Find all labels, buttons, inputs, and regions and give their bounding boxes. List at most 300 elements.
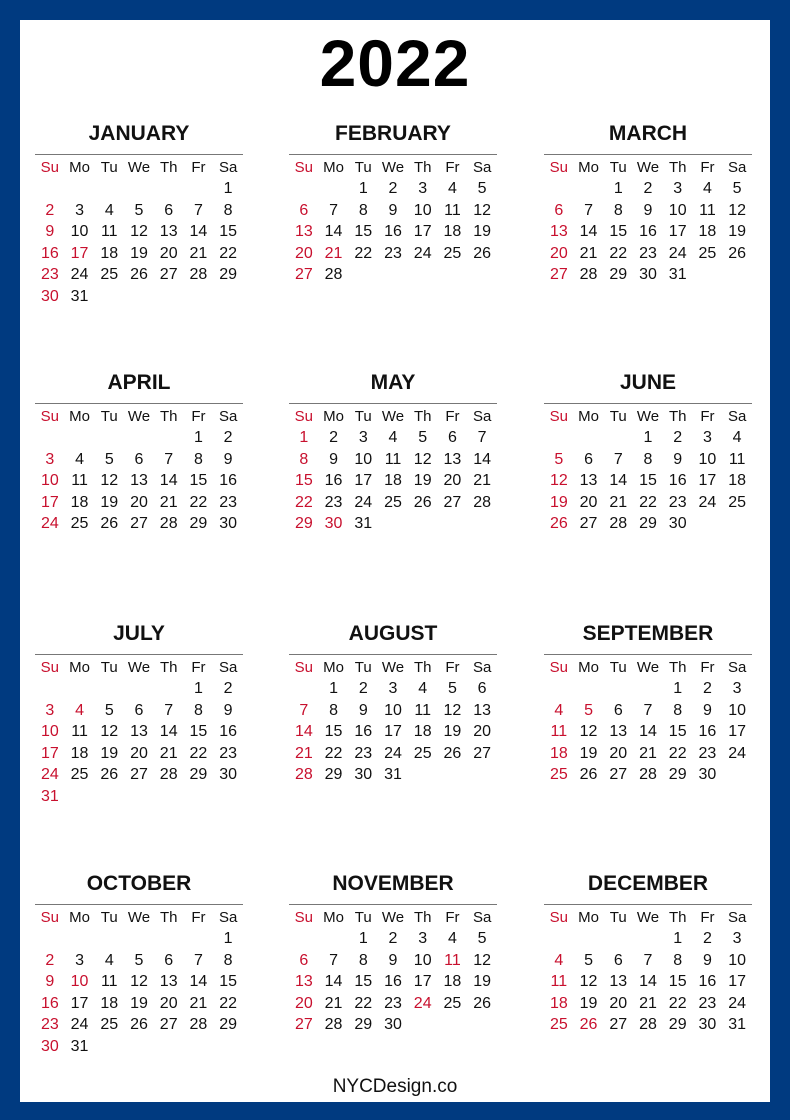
empty-cell (289, 678, 319, 700)
day-cell: 21 (609, 493, 628, 511)
day-cell: 14 (189, 223, 208, 240)
day-cell: 28 (189, 266, 208, 283)
day-cell: 16 (698, 723, 717, 740)
weekday-label: We (381, 408, 405, 425)
day-cell: 16 (219, 472, 238, 489)
day-cell: 28 (324, 266, 343, 283)
week-row (35, 470, 243, 492)
weekday-label: Fr (191, 408, 206, 425)
empty-cell (65, 678, 95, 700)
day-cell: 17 (70, 994, 89, 1012)
weekday-header (289, 908, 497, 928)
day-cell: 28 (639, 1016, 657, 1033)
day-cell: 27 (443, 493, 462, 511)
day-cell: 26 (100, 515, 119, 532)
day-cell: 30 (219, 515, 238, 532)
week-row (289, 178, 497, 200)
day-cell: 24 (728, 994, 747, 1012)
weekday-label: Sa (472, 159, 492, 176)
week-row (544, 492, 752, 514)
day-cell: 26 (443, 744, 462, 762)
day-cell: 15 (639, 472, 657, 489)
empty-cell (544, 678, 574, 700)
day-cell: 23 (219, 493, 238, 511)
day-cell: 25 (100, 266, 119, 283)
day-cell: 14 (294, 723, 313, 740)
day-cell: 8 (358, 951, 368, 969)
day-cell: 21 (324, 244, 343, 262)
day-cell: 17 (70, 244, 89, 262)
day-cell: 31 (70, 287, 89, 305)
day-cell: 27 (130, 766, 148, 783)
weekday-header (289, 658, 497, 678)
day-cell: 12 (130, 223, 148, 240)
empty-cell (544, 178, 574, 200)
day-cell: 1 (193, 680, 203, 697)
day-cell: 22 (294, 493, 313, 511)
week-row (289, 721, 497, 743)
weekday-label: Fr (700, 159, 715, 176)
day-cell: 21 (159, 744, 178, 762)
divider (35, 904, 243, 905)
day-cell: 7 (164, 450, 174, 468)
empty-cell (124, 286, 154, 308)
week-row (35, 243, 243, 265)
empty-cell (603, 928, 633, 950)
weekday-label: Mo (69, 659, 90, 676)
week-row (35, 286, 243, 308)
weekday-label: Fr (445, 408, 460, 425)
day-cell: 11 (100, 223, 118, 240)
day-cell: 30 (324, 515, 343, 532)
day-cell: 12 (443, 701, 462, 719)
day-cell: 29 (219, 266, 238, 283)
day-cell: 27 (473, 744, 492, 762)
weekday-header (544, 908, 752, 928)
empty-cell (184, 786, 214, 808)
week-row (289, 764, 497, 786)
day-cell: 22 (609, 244, 628, 262)
day-cell: 6 (554, 201, 564, 219)
day-cell: 14 (609, 472, 628, 489)
day-cell: 27 (609, 766, 628, 783)
calendar-page (20, 20, 770, 1102)
week-row (544, 721, 752, 743)
week-row (289, 243, 497, 265)
day-cell: 18 (413, 723, 432, 740)
day-cell: 25 (70, 766, 89, 783)
day-cell: 19 (443, 723, 462, 740)
empty-cell (35, 178, 65, 200)
day-cell: 30 (698, 1016, 717, 1033)
month-name: JUNE (619, 371, 677, 394)
day-cell: 16 (40, 994, 59, 1012)
day-cell: 15 (294, 472, 313, 489)
empty-cell (65, 928, 95, 950)
day-cell: 12 (473, 951, 492, 969)
day-cell: 1 (613, 180, 623, 197)
weekday-label: Tu (354, 159, 372, 176)
day-cell: 19 (473, 973, 492, 990)
day-cell: 23 (639, 244, 657, 262)
day-cell: 18 (100, 994, 119, 1012)
day-cell: 25 (549, 1016, 568, 1033)
day-cell: 18 (698, 223, 717, 240)
weekday-label: Su (294, 159, 314, 176)
empty-cell (35, 928, 65, 950)
day-cell: 9 (673, 450, 683, 468)
day-cell: 20 (159, 244, 178, 262)
weekday-label: Sa (727, 659, 747, 676)
day-cell: 1 (358, 180, 368, 197)
weekday-label: We (636, 159, 660, 176)
day-cell: 20 (549, 244, 568, 262)
empty-cell (65, 178, 95, 200)
day-cell: 29 (219, 1016, 238, 1033)
empty-cell (184, 1036, 214, 1058)
day-cell: 12 (579, 973, 598, 990)
weekday-label: Fr (700, 909, 715, 926)
divider (289, 904, 497, 905)
month-name: APRIL (107, 371, 171, 394)
day-cell: 12 (473, 201, 492, 219)
day-cell: 16 (40, 244, 59, 262)
day-cell: 8 (643, 450, 653, 468)
day-cell: 4 (104, 951, 114, 969)
day-cell: 5 (584, 951, 594, 969)
day-cell: 12 (413, 450, 432, 468)
weekday-label: Su (549, 909, 569, 926)
empty-cell (603, 678, 633, 700)
day-cell: 26 (549, 515, 568, 532)
day-cell: 24 (70, 1016, 89, 1033)
weekday-label: Fr (700, 659, 715, 676)
day-cell: 26 (473, 244, 492, 262)
day-cell: 11 (550, 973, 568, 990)
day-cell: 24 (413, 994, 432, 1012)
day-cell: 11 (444, 201, 461, 219)
day-cell: 22 (639, 493, 657, 511)
day-cell: 7 (643, 701, 653, 719)
day-cell: 12 (579, 723, 598, 740)
week-row (289, 492, 497, 514)
week-row (35, 1036, 243, 1058)
day-cell: 17 (40, 744, 59, 762)
week-row (35, 427, 243, 449)
week-row (35, 764, 243, 786)
empty-cell (722, 764, 752, 786)
day-cell: 19 (100, 493, 119, 511)
day-cell: 6 (299, 951, 309, 969)
weekday-label: Sa (727, 159, 747, 176)
day-cell: 22 (189, 744, 208, 762)
week-row (35, 950, 243, 972)
weekday-label: Su (40, 909, 60, 926)
empty-cell (154, 678, 184, 700)
day-cell: 12 (728, 201, 747, 219)
day-cell: 4 (447, 930, 457, 947)
day-cell: 22 (219, 994, 238, 1012)
day-cell: 10 (70, 973, 89, 990)
empty-cell (722, 264, 752, 286)
day-cell: 5 (584, 701, 594, 719)
month-name: DECEMBER (587, 872, 709, 895)
day-cell: 23 (40, 1016, 59, 1033)
day-cell: 14 (159, 723, 178, 740)
day-cell: 17 (384, 723, 402, 740)
day-cell: 16 (324, 472, 343, 489)
day-cell: 23 (698, 744, 717, 762)
day-cell: 27 (159, 266, 178, 283)
week-row (289, 200, 497, 222)
empty-cell (94, 286, 124, 308)
day-cell: 16 (698, 973, 717, 990)
day-cell: 2 (643, 180, 653, 197)
week-row (544, 243, 752, 265)
day-cell: 13 (473, 701, 492, 719)
day-cell: 3 (418, 930, 428, 947)
day-cell: 21 (159, 493, 178, 511)
day-cell: 20 (130, 744, 148, 762)
week-row (544, 178, 752, 200)
day-cell: 18 (549, 744, 568, 762)
day-cell: 31 (668, 266, 687, 283)
weekday-label: Tu (100, 159, 118, 176)
empty-cell (154, 786, 184, 808)
day-cell: 15 (324, 723, 343, 740)
day-cell: 27 (294, 266, 313, 283)
day-cell: 18 (443, 223, 462, 240)
day-cell: 14 (159, 472, 178, 489)
day-cell: 17 (728, 973, 747, 990)
empty-cell (124, 427, 154, 449)
weekday-label: Th (413, 408, 432, 425)
day-cell: 12 (549, 472, 568, 489)
day-cell: 19 (579, 994, 598, 1012)
week-row (35, 1014, 243, 1036)
month-may (289, 369, 497, 535)
weekday-label: Mo (323, 909, 344, 926)
month-december (544, 870, 752, 1036)
day-cell: 26 (579, 1016, 598, 1033)
day-cell: 28 (609, 515, 628, 532)
day-cell: 10 (413, 201, 432, 219)
day-cell: 1 (193, 429, 203, 446)
week-row (289, 743, 497, 765)
empty-cell (213, 1036, 243, 1058)
empty-cell (154, 928, 184, 950)
weekday-header (35, 158, 243, 178)
day-cell: 3 (732, 680, 742, 697)
weekday-header (289, 407, 497, 427)
week-row (289, 470, 497, 492)
day-cell: 26 (130, 266, 148, 283)
day-cell: 24 (668, 244, 687, 262)
empty-cell (438, 764, 468, 786)
week-row (35, 743, 243, 765)
day-cell: 27 (549, 266, 568, 283)
day-cell: 15 (219, 223, 238, 240)
day-cell: 23 (219, 744, 238, 762)
day-cell: 10 (728, 701, 747, 719)
day-cell: 4 (732, 429, 742, 446)
day-cell: 24 (384, 744, 402, 762)
day-cell: 2 (45, 951, 55, 969)
week-row (544, 513, 752, 535)
footer-credit: NYCDesign.co (332, 1076, 458, 1097)
empty-cell (154, 1036, 184, 1058)
day-cell: 10 (70, 223, 89, 240)
empty-cell (408, 1014, 438, 1036)
day-cell: 23 (384, 244, 402, 262)
weekday-label: Mo (323, 159, 344, 176)
day-cell: 24 (40, 766, 59, 783)
weekday-label: Th (413, 159, 432, 176)
weekday-label: We (127, 909, 151, 926)
week-row (35, 971, 243, 993)
day-cell: 17 (698, 472, 717, 489)
week-row (289, 221, 497, 243)
day-cell: 27 (159, 1016, 178, 1033)
day-cell: 12 (130, 973, 148, 990)
day-cell: 25 (443, 244, 462, 262)
weekday-label: Su (549, 659, 569, 676)
empty-cell (124, 1036, 154, 1058)
day-cell: 27 (579, 515, 598, 532)
weekday-label: Fr (445, 659, 460, 676)
day-cell: 14 (639, 973, 657, 990)
weekday-label: Th (159, 909, 178, 926)
empty-cell (154, 178, 184, 200)
empty-cell (124, 928, 154, 950)
empty-cell (438, 264, 468, 286)
week-row (289, 993, 497, 1015)
day-cell: 10 (40, 723, 59, 740)
day-cell: 29 (294, 515, 313, 532)
day-cell: 23 (324, 493, 343, 511)
week-row (35, 678, 243, 700)
day-cell: 8 (193, 701, 203, 719)
day-cell: 9 (358, 701, 368, 719)
day-cell: 15 (189, 472, 208, 489)
divider (289, 403, 497, 404)
week-row (544, 1014, 752, 1036)
empty-cell (574, 678, 604, 700)
week-row (544, 470, 752, 492)
day-cell: 1 (673, 680, 683, 697)
empty-cell (544, 928, 574, 950)
month-september (544, 620, 752, 786)
day-cell: 19 (130, 994, 148, 1012)
day-cell: 2 (673, 429, 683, 446)
day-cell: 6 (164, 951, 174, 969)
day-cell: 12 (100, 472, 119, 489)
weekday-label: Th (668, 159, 687, 176)
empty-cell (94, 1036, 124, 1058)
day-cell: 24 (354, 493, 373, 511)
day-cell: 7 (329, 951, 339, 969)
week-row (544, 993, 752, 1015)
empty-cell (184, 928, 214, 950)
weekday-label: Th (413, 909, 432, 926)
day-cell: 4 (388, 429, 398, 446)
day-cell: 21 (189, 994, 208, 1012)
day-cell: 11 (728, 450, 746, 468)
day-cell: 3 (75, 201, 85, 219)
day-cell: 13 (579, 472, 598, 489)
empty-cell (633, 678, 663, 700)
day-cell: 30 (384, 1016, 402, 1033)
week-row (35, 721, 243, 743)
weekday-label: We (636, 659, 660, 676)
week-row (289, 950, 497, 972)
empty-cell (467, 1014, 497, 1036)
week-row (544, 449, 752, 471)
day-cell: 17 (413, 973, 432, 990)
day-cell: 10 (384, 701, 402, 719)
day-cell: 11 (414, 701, 431, 719)
day-cell: 20 (159, 994, 178, 1012)
day-cell: 16 (384, 973, 402, 990)
day-cell: 5 (134, 201, 144, 219)
day-cell: 19 (100, 744, 119, 762)
day-cell: 6 (584, 450, 594, 468)
day-cell: 30 (668, 515, 687, 532)
day-cell: 1 (329, 680, 339, 697)
day-cell: 28 (159, 766, 178, 783)
weekday-label: Su (294, 909, 314, 926)
week-row (35, 492, 243, 514)
day-cell: 15 (668, 723, 687, 740)
empty-cell (154, 427, 184, 449)
day-cell: 24 (70, 266, 89, 283)
day-cell: 25 (100, 1016, 119, 1033)
weekday-label: Fr (445, 909, 460, 926)
day-cell: 14 (579, 223, 598, 240)
empty-cell (408, 264, 438, 286)
day-cell: 13 (549, 223, 568, 240)
day-cell: 23 (354, 744, 373, 762)
week-row (35, 449, 243, 471)
month-name: JANUARY (88, 122, 190, 145)
day-cell: 9 (45, 223, 55, 240)
weekday-label: Tu (100, 909, 118, 926)
empty-cell (124, 678, 154, 700)
weekday-label: Th (668, 659, 687, 676)
empty-cell (154, 286, 184, 308)
day-cell: 30 (40, 1037, 59, 1055)
weekday-label: Th (668, 408, 687, 425)
weekday-label: Mo (578, 408, 599, 425)
day-cell: 14 (324, 223, 343, 240)
day-cell: 18 (100, 244, 119, 262)
weekday-label: We (127, 159, 151, 176)
weekday-label: Mo (578, 159, 599, 176)
day-cell: 4 (75, 450, 85, 468)
day-cell: 22 (189, 493, 208, 511)
day-cell: 21 (473, 472, 492, 489)
day-cell: 22 (324, 744, 343, 762)
day-cell: 7 (329, 201, 339, 219)
day-cell: 2 (45, 201, 55, 219)
day-cell: 29 (324, 766, 343, 783)
day-cell: 11 (550, 723, 568, 740)
day-cell: 29 (668, 766, 687, 783)
week-row (35, 200, 243, 222)
week-row (289, 700, 497, 722)
day-cell: 21 (639, 994, 657, 1012)
day-cell: 12 (100, 723, 119, 740)
